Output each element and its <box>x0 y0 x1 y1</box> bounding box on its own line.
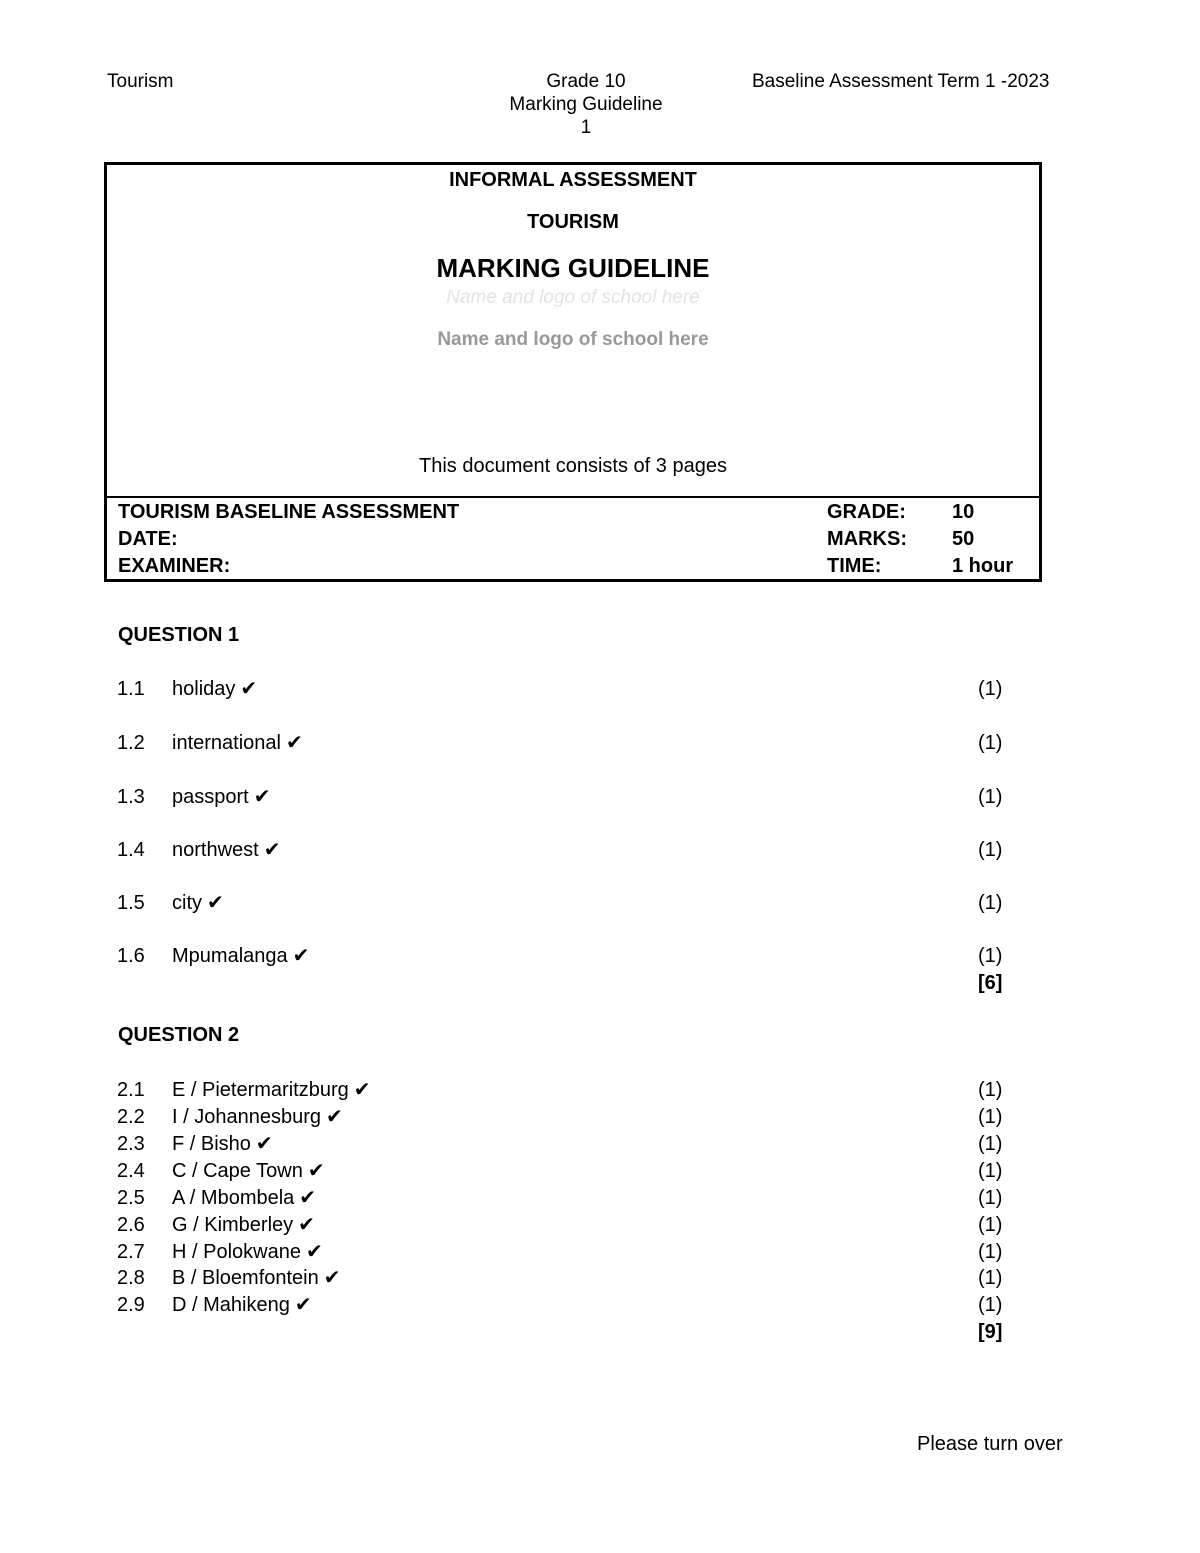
cover-box <box>104 162 1042 582</box>
q1-item-6 <box>0 943 1200 969</box>
item-mark: (1) <box>978 945 1003 967</box>
item-number: 1.3 <box>117 786 145 808</box>
question-1-title: QUESTION 1 <box>118 624 240 646</box>
item-answer: northwest ✔ <box>172 839 281 861</box>
info-grade-label: GRADE: <box>827 501 906 523</box>
info-time-value: 1 hour <box>952 555 1014 577</box>
item-answer: I / Johannesburg ✔ <box>172 1106 343 1128</box>
item-mark: (1) <box>978 678 1003 700</box>
cover-subject: TOURISM <box>527 211 619 233</box>
item-answer: F / Bisho ✔ <box>172 1133 273 1155</box>
item-number: 1.1 <box>117 678 145 700</box>
tick-icon: ✔ <box>263 839 281 861</box>
info-time-label: TIME: <box>827 555 882 577</box>
item-number: 2.1 <box>117 1079 145 1101</box>
question-2-total: [9] <box>978 1321 1003 1343</box>
info-date-label: DATE: <box>118 528 178 550</box>
item-number: 2.4 <box>117 1160 145 1182</box>
q1-item-4 <box>0 837 1200 863</box>
tick-icon: ✔ <box>292 945 310 967</box>
info-marks-label: MARKS: <box>827 528 907 550</box>
tick-icon: ✔ <box>253 786 271 808</box>
question-2-title: QUESTION 2 <box>118 1024 240 1046</box>
cover-ghost-text: Name and logo of school here <box>446 287 700 308</box>
q2-item-3 <box>0 1131 1200 1157</box>
info-examiner-label: EXAMINER: <box>118 555 231 577</box>
item-answer: D / Mahikeng ✔ <box>172 1294 312 1316</box>
item-answer: E / Pietermaritzburg ✔ <box>172 1079 371 1101</box>
tick-icon: ✔ <box>255 1133 273 1155</box>
q2-item-9 <box>0 1292 1200 1318</box>
cover-divider <box>107 496 1039 498</box>
item-mark: (1) <box>978 732 1003 754</box>
tick-icon: ✔ <box>298 1214 315 1236</box>
item-mark: (1) <box>978 1294 1003 1316</box>
header-center <box>486 70 686 139</box>
q1-item-5 <box>0 890 1200 916</box>
item-mark: (1) <box>978 892 1003 914</box>
tick-icon: ✔ <box>326 1106 343 1128</box>
item-mark: (1) <box>978 1133 1003 1155</box>
cover-title: INFORMAL ASSESSMENT <box>449 169 697 191</box>
info-marks-value: 50 <box>952 528 975 550</box>
item-number: 2.8 <box>117 1267 145 1289</box>
item-answer: H / Polokwane ✔ <box>172 1241 323 1263</box>
item-mark: (1) <box>978 786 1003 808</box>
tick-icon: ✔ <box>285 732 303 754</box>
item-answer: B / Bloemfontein ✔ <box>172 1267 341 1289</box>
header-assessment: Baseline Assessment Term 1 -2023 <box>752 71 1050 92</box>
item-number: 2.5 <box>117 1187 145 1209</box>
pages-note: This document consists of 3 pages <box>419 455 727 477</box>
tick-icon: ✔ <box>207 892 224 914</box>
item-answer: Mpumalanga ✔ <box>172 945 310 967</box>
item-mark: (1) <box>978 839 1003 861</box>
item-mark: (1) <box>978 1267 1003 1289</box>
q2-item-1 <box>0 1077 1200 1103</box>
tick-icon: ✔ <box>299 1187 317 1209</box>
item-number: 2.7 <box>117 1241 145 1263</box>
tick-icon: ✔ <box>323 1267 341 1289</box>
item-mark: (1) <box>978 1160 1003 1182</box>
item-mark: (1) <box>978 1241 1003 1263</box>
item-answer: A / Mbombela ✔ <box>172 1187 317 1209</box>
item-number: 1.2 <box>117 732 145 754</box>
q2-item-5 <box>0 1185 1200 1211</box>
tick-icon: ✔ <box>307 1160 325 1182</box>
q2-item-7 <box>0 1239 1200 1265</box>
q1-item-1 <box>0 676 1200 702</box>
tick-icon: ✔ <box>294 1294 312 1316</box>
tick-icon: ✔ <box>305 1241 323 1263</box>
item-number: 1.5 <box>117 892 145 914</box>
header-doc-type: Marking Guideline <box>509 94 663 115</box>
item-number: 1.4 <box>117 839 145 861</box>
q1-item-2 <box>0 730 1200 756</box>
item-number: 2.9 <box>117 1294 145 1316</box>
q2-item-6 <box>0 1212 1200 1238</box>
q2-item-2 <box>0 1104 1200 1130</box>
tick-icon: ✔ <box>240 678 258 700</box>
q2-item-8 <box>0 1265 1200 1291</box>
item-mark: (1) <box>978 1187 1003 1209</box>
tick-icon: ✔ <box>353 1079 371 1101</box>
item-mark: (1) <box>978 1106 1003 1128</box>
item-answer: holiday ✔ <box>172 678 258 700</box>
item-answer: passport ✔ <box>172 786 271 808</box>
header-page-number: 1 <box>580 117 592 138</box>
footer-note: Please turn over <box>917 1433 1063 1455</box>
item-number: 2.2 <box>117 1106 145 1128</box>
q1-item-3 <box>0 784 1200 810</box>
info-assessment-label: TOURISM BASELINE ASSESSMENT <box>118 501 460 523</box>
item-mark: (1) <box>978 1214 1003 1236</box>
header-grade: Grade 10 <box>546 71 626 92</box>
item-number: 2.3 <box>117 1133 145 1155</box>
info-grade-value: 10 <box>952 501 975 523</box>
header-subject: Tourism <box>107 71 174 92</box>
q2-item-4 <box>0 1158 1200 1184</box>
question-1-total: [6] <box>978 972 1003 994</box>
item-mark: (1) <box>978 1079 1003 1101</box>
item-answer: C / Cape Town ✔ <box>172 1160 325 1182</box>
item-number: 1.6 <box>117 945 145 967</box>
item-answer: international ✔ <box>172 732 303 754</box>
school-placeholder: Name and logo of school here <box>437 329 709 350</box>
cover-doc-title: MARKING GUIDELINE <box>436 253 710 283</box>
item-number: 2.6 <box>117 1214 145 1236</box>
item-answer: G / Kimberley ✔ <box>172 1214 315 1236</box>
item-answer: city ✔ <box>172 892 224 914</box>
